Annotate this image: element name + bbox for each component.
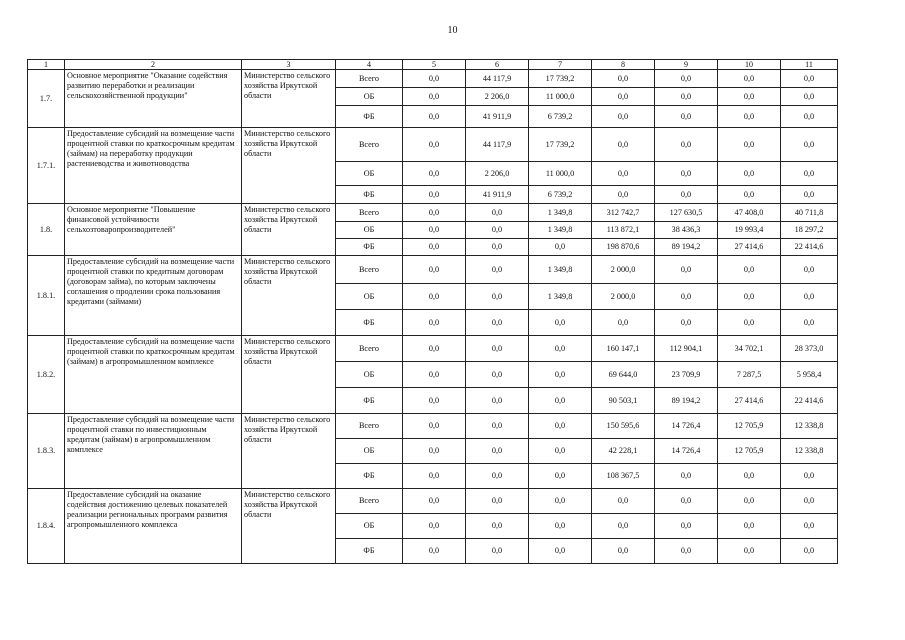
amount-cell: 0,0 [403,489,466,514]
amount-cell: 12 338,8 [781,414,838,439]
amount-cell: 41 911,9 [466,186,529,204]
amount-cell: 0,0 [466,439,529,464]
amount-cell: 0,0 [529,514,592,539]
amount-cell: 0,0 [781,464,838,489]
table-row [28,128,838,162]
amount-cell: 0,0 [403,310,466,336]
amount-cell: 0,0 [781,88,838,106]
amount-cell: 90 503,1 [592,388,655,414]
funding-source: ОБ [336,362,403,388]
amount-cell: 0,0 [655,514,718,539]
amount-cell: 47 408,0 [718,204,781,222]
amount-cell: 0,0 [718,464,781,489]
item-name: Предоставление субсидий на оказание содействия достижению целевых показателей реализации региональных программ развития агропромышленного комплекса [65,489,242,564]
amount-cell: 0,0 [529,388,592,414]
amount-cell: 0,0 [592,162,655,186]
amount-cell: 0,0 [718,128,781,162]
amount-cell: 198 870,6 [592,239,655,256]
amount-cell: 0,0 [592,70,655,88]
amount-cell: 0,0 [718,514,781,539]
amount-cell: 0,0 [403,70,466,88]
item-name: Предоставление субсидий на возмещение части процентной ставки по краткосрочным кредитам (займам) на переработку продукции растениеводства и животноводства [65,128,242,204]
amount-cell: 0,0 [403,106,466,128]
amount-cell: 34 702,1 [718,336,781,362]
table-row [28,336,838,362]
item-executor: Министерство сельского хозяйства Иркутской области [242,128,336,204]
amount-cell: 0,0 [592,514,655,539]
funding-source: ФБ [336,464,403,489]
amount-cell: 0,0 [718,489,781,514]
amount-cell: 0,0 [718,310,781,336]
amount-cell: 0,0 [781,310,838,336]
amount-cell: 0,0 [781,256,838,284]
amount-cell: 28 373,0 [781,336,838,362]
table-row [28,489,838,514]
amount-cell: 0,0 [529,239,592,256]
item-executor: Министерство сельского хозяйства Иркутской области [242,489,336,564]
amount-cell: 6 739,2 [529,186,592,204]
item-code: 1.7.1. [28,128,65,204]
amount-cell: 108 367,5 [592,464,655,489]
amount-cell: 0,0 [592,186,655,204]
amount-cell: 0,0 [655,128,718,162]
amount-cell: 0,0 [718,88,781,106]
amount-cell: 312 742,7 [592,204,655,222]
funding-source: ОБ [336,88,403,106]
amount-cell: 18 297,2 [781,222,838,239]
amount-cell: 0,0 [466,239,529,256]
amount-cell: 0,0 [529,464,592,489]
funding-source: ОБ [336,514,403,539]
amount-cell: 2 206,0 [466,88,529,106]
amount-cell: 11 000,0 [529,162,592,186]
amount-cell: 11 000,0 [529,88,592,106]
amount-cell: 0,0 [781,162,838,186]
funding-source: Всего [336,414,403,439]
amount-cell: 0,0 [781,284,838,310]
table-row [28,204,838,222]
amount-cell: 0,0 [403,186,466,204]
amount-cell: 0,0 [466,464,529,489]
amount-cell: 12 338,8 [781,439,838,464]
column-header: 10 [718,60,781,70]
funding-source: ОБ [336,222,403,239]
amount-cell: 0,0 [592,106,655,128]
amount-cell: 0,0 [655,162,718,186]
amount-cell: 0,0 [466,222,529,239]
funding-source: Всего [336,204,403,222]
column-header: 4 [336,60,403,70]
amount-cell: 6 739,2 [529,106,592,128]
amount-cell: 0,0 [718,284,781,310]
amount-cell: 0,0 [529,489,592,514]
amount-cell: 19 993,4 [718,222,781,239]
item-executor: Министерство сельского хозяйства Иркутской области [242,70,336,128]
amount-cell: 0,0 [403,128,466,162]
amount-cell: 0,0 [655,256,718,284]
amount-cell: 0,0 [718,70,781,88]
amount-cell: 0,0 [781,70,838,88]
amount-cell: 0,0 [466,362,529,388]
amount-cell: 7 287,5 [718,362,781,388]
amount-cell: 127 630,5 [655,204,718,222]
amount-cell: 0,0 [403,362,466,388]
funding-source: Всего [336,128,403,162]
amount-cell: 0,0 [403,162,466,186]
amount-cell: 0,0 [655,284,718,310]
amount-cell: 38 436,3 [655,222,718,239]
item-code: 1.8.2. [28,336,65,414]
column-header: 5 [403,60,466,70]
amount-cell: 0,0 [466,336,529,362]
item-name: Предоставление субсидий на возмещение части процентной ставки по инвестиционным кредитам (займам) в агропромышленном комплексе [65,414,242,489]
funding-source: ОБ [336,439,403,464]
column-header: 8 [592,60,655,70]
item-code: 1.7. [28,70,65,128]
amount-cell: 113 872,1 [592,222,655,239]
item-code: 1.8. [28,204,65,256]
amount-cell: 22 414,6 [781,239,838,256]
header-row [28,60,838,70]
amount-cell: 0,0 [781,106,838,128]
amount-cell: 0,0 [718,186,781,204]
amount-cell: 0,0 [403,222,466,239]
amount-cell: 150 595,6 [592,414,655,439]
amount-cell: 17 739,2 [529,128,592,162]
amount-cell: 0,0 [592,539,655,564]
amount-cell: 0,0 [592,88,655,106]
funding-source: ФБ [336,239,403,256]
amount-cell: 0,0 [718,256,781,284]
amount-cell: 0,0 [466,414,529,439]
amount-cell: 0,0 [403,464,466,489]
amount-cell: 0,0 [529,439,592,464]
amount-cell: 0,0 [466,256,529,284]
amount-cell: 22 414,6 [781,388,838,414]
item-code: 1.8.3. [28,414,65,489]
amount-cell: 0,0 [403,539,466,564]
amount-cell: 44 117,9 [466,128,529,162]
funding-source: ФБ [336,106,403,128]
amount-cell: 40 711,8 [781,204,838,222]
amount-cell: 89 194,2 [655,239,718,256]
item-executor: Министерство сельского хозяйства Иркутской области [242,256,336,336]
amount-cell: 14 726,4 [655,439,718,464]
funding-source: ОБ [336,162,403,186]
amount-cell: 12 705,9 [718,439,781,464]
amount-cell: 41 911,9 [466,106,529,128]
item-code: 1.8.4. [28,489,65,564]
amount-cell: 2 206,0 [466,162,529,186]
amount-cell: 27 414,6 [718,388,781,414]
amount-cell: 0,0 [529,336,592,362]
amount-cell: 0,0 [781,539,838,564]
item-name: Предоставление субсидий на возмещение части процентной ставки по кредитным договорам (договорам займа), по которым заключены соглашения о продлении срока пользования кредитами (займами) [65,256,242,336]
item-code: 1.8.1. [28,256,65,336]
column-header: 7 [529,60,592,70]
amount-cell: 112 904,1 [655,336,718,362]
amount-cell: 0,0 [403,414,466,439]
amount-cell: 0,0 [466,388,529,414]
item-executor: Министерство сельского хозяйства Иркутской области [242,336,336,414]
funding-source: ФБ [336,186,403,204]
amount-cell: 0,0 [655,106,718,128]
funding-source: Всего [336,489,403,514]
column-header: 1 [28,60,65,70]
amount-cell: 0,0 [466,310,529,336]
amount-cell: 0,0 [655,88,718,106]
amount-cell: 2 000,0 [592,284,655,310]
amount-cell: 0,0 [529,414,592,439]
amount-cell: 0,0 [529,362,592,388]
amount-cell: 0,0 [403,336,466,362]
amount-cell: 0,0 [529,310,592,336]
amount-cell: 0,0 [655,539,718,564]
column-header: 2 [65,60,242,70]
funding-source: ОБ [336,284,403,310]
amount-cell: 0,0 [466,514,529,539]
amount-cell: 5 958,4 [781,362,838,388]
amount-cell: 44 117,9 [466,70,529,88]
table-row [28,70,838,88]
amount-cell: 0,0 [403,514,466,539]
amount-cell: 0,0 [718,106,781,128]
amount-cell: 1 349,8 [529,222,592,239]
amount-cell: 12 705,9 [718,414,781,439]
amount-cell: 0,0 [781,128,838,162]
amount-cell: 0,0 [592,128,655,162]
funding-source: ФБ [336,388,403,414]
table-row [28,414,838,439]
item-name: Основное мероприятие "Оказание содействия развитию переработки и реализации сельскохозяйственной продукции" [65,70,242,128]
amount-cell: 0,0 [403,88,466,106]
amount-cell: 0,0 [655,186,718,204]
amount-cell: 0,0 [781,489,838,514]
amount-cell: 0,0 [718,162,781,186]
amount-cell: 0,0 [466,204,529,222]
amount-cell: 89 194,2 [655,388,718,414]
amount-cell: 0,0 [718,539,781,564]
amount-cell: 0,0 [403,439,466,464]
amount-cell: 0,0 [403,239,466,256]
item-name: Предоставление субсидий на возмещение части процентной ставки по краткосрочным кредитам (займам) в агропромышленном комплексе [65,336,242,414]
funding-source: Всего [336,70,403,88]
amount-cell: 14 726,4 [655,414,718,439]
amount-cell: 17 739,2 [529,70,592,88]
amount-cell: 0,0 [466,284,529,310]
item-executor: Министерство сельского хозяйства Иркутской области [242,204,336,256]
program-funding-table [27,59,838,564]
amount-cell: 0,0 [655,70,718,88]
page-number: 10 [447,25,458,36]
funding-source: ФБ [336,310,403,336]
amount-cell: 160 147,1 [592,336,655,362]
amount-cell: 1 349,8 [529,204,592,222]
amount-cell: 1 349,8 [529,256,592,284]
amount-cell: 0,0 [403,284,466,310]
amount-cell: 27 414,6 [718,239,781,256]
amount-cell: 0,0 [655,310,718,336]
column-header: 11 [781,60,838,70]
item-name: Основное мероприятие "Повышение финансовой устойчивости сельхозтоваропроизводителей" [65,204,242,256]
amount-cell: 2 000,0 [592,256,655,284]
amount-cell: 0,0 [466,539,529,564]
amount-cell: 0,0 [781,186,838,204]
column-header: 3 [242,60,336,70]
item-executor: Министерство сельского хозяйства Иркутской области [242,414,336,489]
amount-cell: 0,0 [655,489,718,514]
amount-cell: 0,0 [655,464,718,489]
amount-cell: 23 709,9 [655,362,718,388]
amount-cell: 0,0 [403,204,466,222]
amount-cell: 0,0 [781,514,838,539]
amount-cell: 0,0 [592,489,655,514]
amount-cell: 0,0 [403,388,466,414]
table-row [28,256,838,284]
column-header: 9 [655,60,718,70]
amount-cell: 0,0 [592,310,655,336]
amount-cell: 42 228,1 [592,439,655,464]
amount-cell: 1 349,8 [529,284,592,310]
amount-cell: 0,0 [403,256,466,284]
funding-source: Всего [336,336,403,362]
column-header: 6 [466,60,529,70]
amount-cell: 0,0 [529,539,592,564]
funding-source: Всего [336,256,403,284]
amount-cell: 0,0 [466,489,529,514]
funding-source: ФБ [336,539,403,564]
amount-cell: 69 644,0 [592,362,655,388]
